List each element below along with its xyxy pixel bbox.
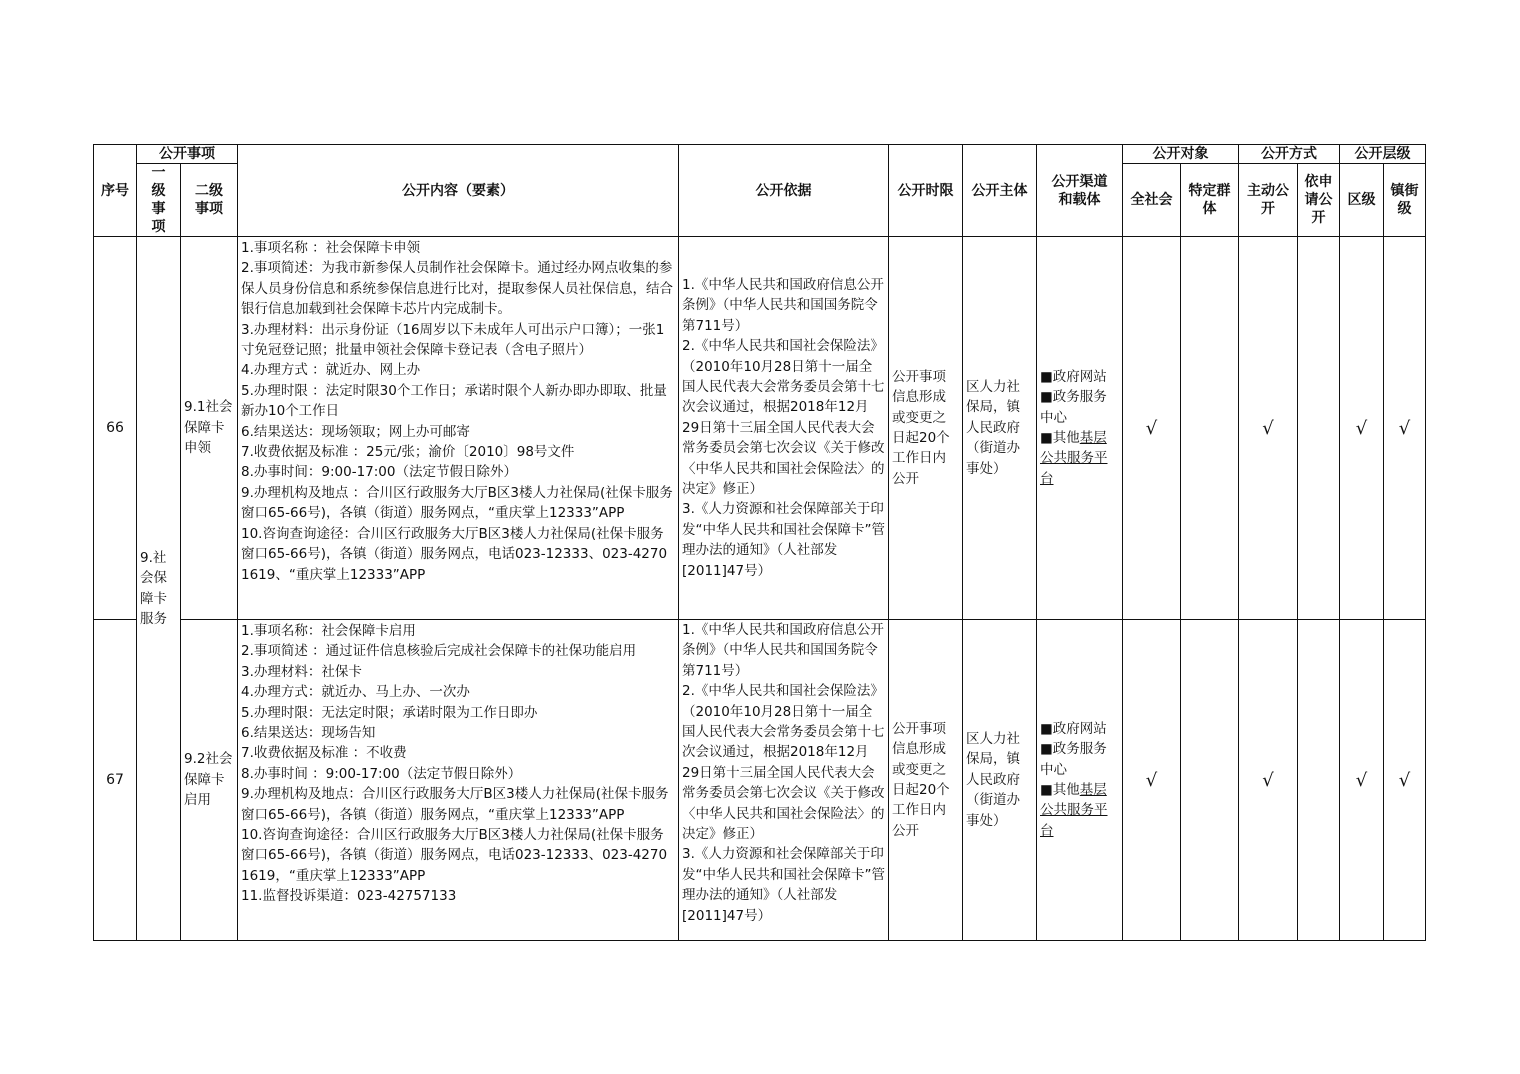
header-target-all: 全社会: [1123, 164, 1181, 237]
content-line: 1.事项名称 ：社会保障卡申领: [241, 240, 421, 256]
check-specific: [1181, 237, 1239, 620]
row-subject: 区人力社保局，镇人民政府（街道办事处）: [963, 620, 1037, 941]
content-line: 2.事项简述 ：通过证件信息核验后完成社会保障卡的社保功能启用: [241, 643, 637, 660]
content-line: 7.收费依据及标准 ：25元/张；渝价〔2010〕98号文件: [241, 444, 575, 461]
content-line: 10.咨询查询途径：合川区行政服务大厅B区3楼人力社保局(社保卡服务窗口65-66号)，各镇（街道）服务网点，电话023-12333、023-42701619、“重庆掌上12333”APP: [241, 525, 668, 583]
header-items-group: 公开事项: [137, 145, 238, 164]
check-town: √: [1384, 237, 1426, 620]
row-content: [238, 237, 679, 620]
content-line: 1.事项名称：社会保障卡启用: [241, 623, 416, 639]
row-seq: 67: [94, 620, 137, 941]
channel-other: ■其他基层公共服务平台: [1040, 430, 1108, 487]
check-district: √: [1340, 620, 1384, 941]
content-line: 4.办理方式：就近办、马上办、一次办: [241, 684, 470, 701]
row-subject: 区人力社保局，镇人民政府（街道办事处）: [963, 237, 1037, 620]
header-target-specific: 特定群体: [1181, 164, 1239, 237]
channel-gov-site: ■政府网站: [1040, 720, 1107, 737]
content-line: 10.咨询查询途径：合川区行政服务大厅B区3楼人力社保局(社保卡服务窗口65-66号)，各镇（街道）服务网点，电话023-12333、023-42701619，“重庆掌上12333”APP: [241, 827, 668, 884]
content-line: 8.办事时间：9:00-17:00（法定节假日除外）: [241, 464, 517, 481]
check-all: √: [1123, 237, 1181, 620]
check-district: √: [1340, 237, 1384, 620]
row-content: [238, 620, 679, 941]
content-line: 8.办事时间 ：9:00-17:00（法定节假日除外）: [241, 765, 522, 782]
content-line: 7.收费依据及标准 ：不收费: [241, 745, 407, 762]
header-level-town: 镇街级: [1384, 164, 1426, 237]
header-seq: 序号: [94, 145, 137, 237]
row-basis: [679, 620, 889, 941]
check-all: √: [1123, 620, 1181, 941]
channel-other: ■其他基层公共服务平台: [1040, 782, 1108, 839]
row-level2: 9.1社会保障卡申领: [181, 237, 238, 620]
content-line: 3.办理材料：出示身份证（16周岁以下未成年人可出示户口簿）；一张1寸免冠登记照；批量申领社会保障卡登记表（含电子照片）: [241, 321, 665, 359]
basis-line: 2.《中华人民共和国社会保险法》（2010年10月28日第十一届全国人民代表大会常务委员会第十七次会议通过，根据2018年12月29日第十三届全国人民代表大会常务委员会第七次会议《关于修改〈中华人民共和国社会保险法〉的决定》修正）: [682, 683, 885, 843]
header-subject: 公开主体: [963, 145, 1037, 237]
content-line: 11.监督投诉渠道：023-42757133: [241, 888, 457, 905]
content-line: 6.结果送达：现场领取；网上办可邮寄: [241, 423, 470, 440]
content-line: 9.办理机构及地点：合川区行政服务大厅B区3楼人力社保局(社保卡服务窗口65-66号)，各镇（街道）服务网点，“重庆掌上12333”APP: [241, 786, 669, 823]
content-line: 6.结果送达：现场告知: [241, 725, 376, 742]
table-row: [94, 237, 1426, 620]
header-method-active: 主动公开: [1239, 164, 1298, 237]
check-town: √: [1384, 620, 1426, 941]
row-channel: [1037, 237, 1123, 620]
content-line: 3.办理材料：社保卡: [241, 663, 362, 680]
basis-line: 2.《中华人民共和国社会保险法》（2010年10月28日第十一届全国人民代表大会常务委员会第十七次会议通过，根据2018年12月29日第十三届全国人民代表大会常务委员会第七次会议《关于修改〈中华人民共和国社会保险法〉的决定》修正）: [682, 338, 885, 498]
header-basis: 公开依据: [679, 145, 889, 237]
basis-line: 3.《人力资源和社会保障部关于印发“中华人民共和国社会保障卡”管理办法的通知》（人社部发[2011]47号）: [682, 846, 885, 924]
content-line: 2.事项简述：为我市新参保人员制作社会保障卡。通过经办网点收集的参保人员身份信息和系统参保信息进行比对，提取参保人员社保信息，结合银行信息加载到社会保障卡芯片内完成制卡。: [241, 260, 673, 318]
disclosure-table: [93, 144, 1426, 941]
content-line: 4.办理方式 ：就近办、网上办: [241, 362, 421, 379]
table-row: [94, 620, 1426, 941]
header-method-group: 公开方式: [1239, 145, 1340, 164]
header-content: 公开内容（要素）: [238, 145, 679, 237]
row-level2: 9.2社会保障卡启用: [181, 620, 238, 941]
row-seq: 66: [94, 237, 137, 620]
header-time: 公开时限: [889, 145, 963, 237]
content-line: 5.办理时限 ：法定时限30个工作日；承诺时限个人新办即办即取、批量新办10个工作日: [241, 382, 667, 420]
header-level1: 一级事项: [137, 164, 181, 237]
channel-other-link[interactable]: 基层公共服务平台: [1040, 430, 1108, 487]
header-level-district: 区级: [1340, 164, 1384, 237]
header-level-group: 公开层级: [1340, 145, 1426, 164]
check-active: √: [1239, 237, 1298, 620]
content-line: 9.办理机构及地点 ：合川区行政服务大厅B区3楼人力社保局(社保卡服务窗口65-66号)，各镇（街道）服务网点，“重庆掌上12333”APP: [241, 484, 673, 522]
header-level2: 二级事项: [181, 164, 238, 237]
row-time: 公开事项信息形成或变更之日起20个工作日内公开: [889, 237, 963, 620]
level1-item: 9.社会保障卡服务: [137, 237, 181, 941]
basis-line: 3.《人力资源和社会保障部关于印发“中华人民共和国社会保障卡”管理办法的通知》（人社部发[2011]47号）: [682, 501, 885, 579]
row-basis: [679, 237, 889, 620]
row-channel: [1037, 620, 1123, 941]
header-channel: 公开渠道和载体: [1037, 145, 1123, 237]
channel-service-center: ■政务服务中心: [1040, 389, 1107, 426]
header-method-request: 依申请公开: [1298, 164, 1340, 237]
row-time: 公开事项信息形成或变更之日起20个工作日内公开: [889, 620, 963, 941]
channel-other-link[interactable]: 基层公共服务平台: [1040, 782, 1108, 839]
basis-line: 1.《中华人民共和国政府信息公开条例》（中华人民共和国国务院令第711号）: [682, 622, 884, 679]
check-request: [1298, 620, 1340, 941]
check-request: [1298, 237, 1340, 620]
header-target-group: 公开对象: [1123, 145, 1239, 164]
basis-line: 1.《中华人民共和国政府信息公开条例》（中华人民共和国国务院令第711号）: [682, 276, 884, 334]
channel-service-center: ■政务服务中心: [1040, 741, 1107, 778]
content-line: 5.办理时限：无法定时限；承诺时限为工作日即办: [241, 704, 538, 721]
check-active: √: [1239, 620, 1298, 941]
channel-gov-site: ■政府网站: [1040, 368, 1107, 385]
check-specific: [1181, 620, 1239, 941]
